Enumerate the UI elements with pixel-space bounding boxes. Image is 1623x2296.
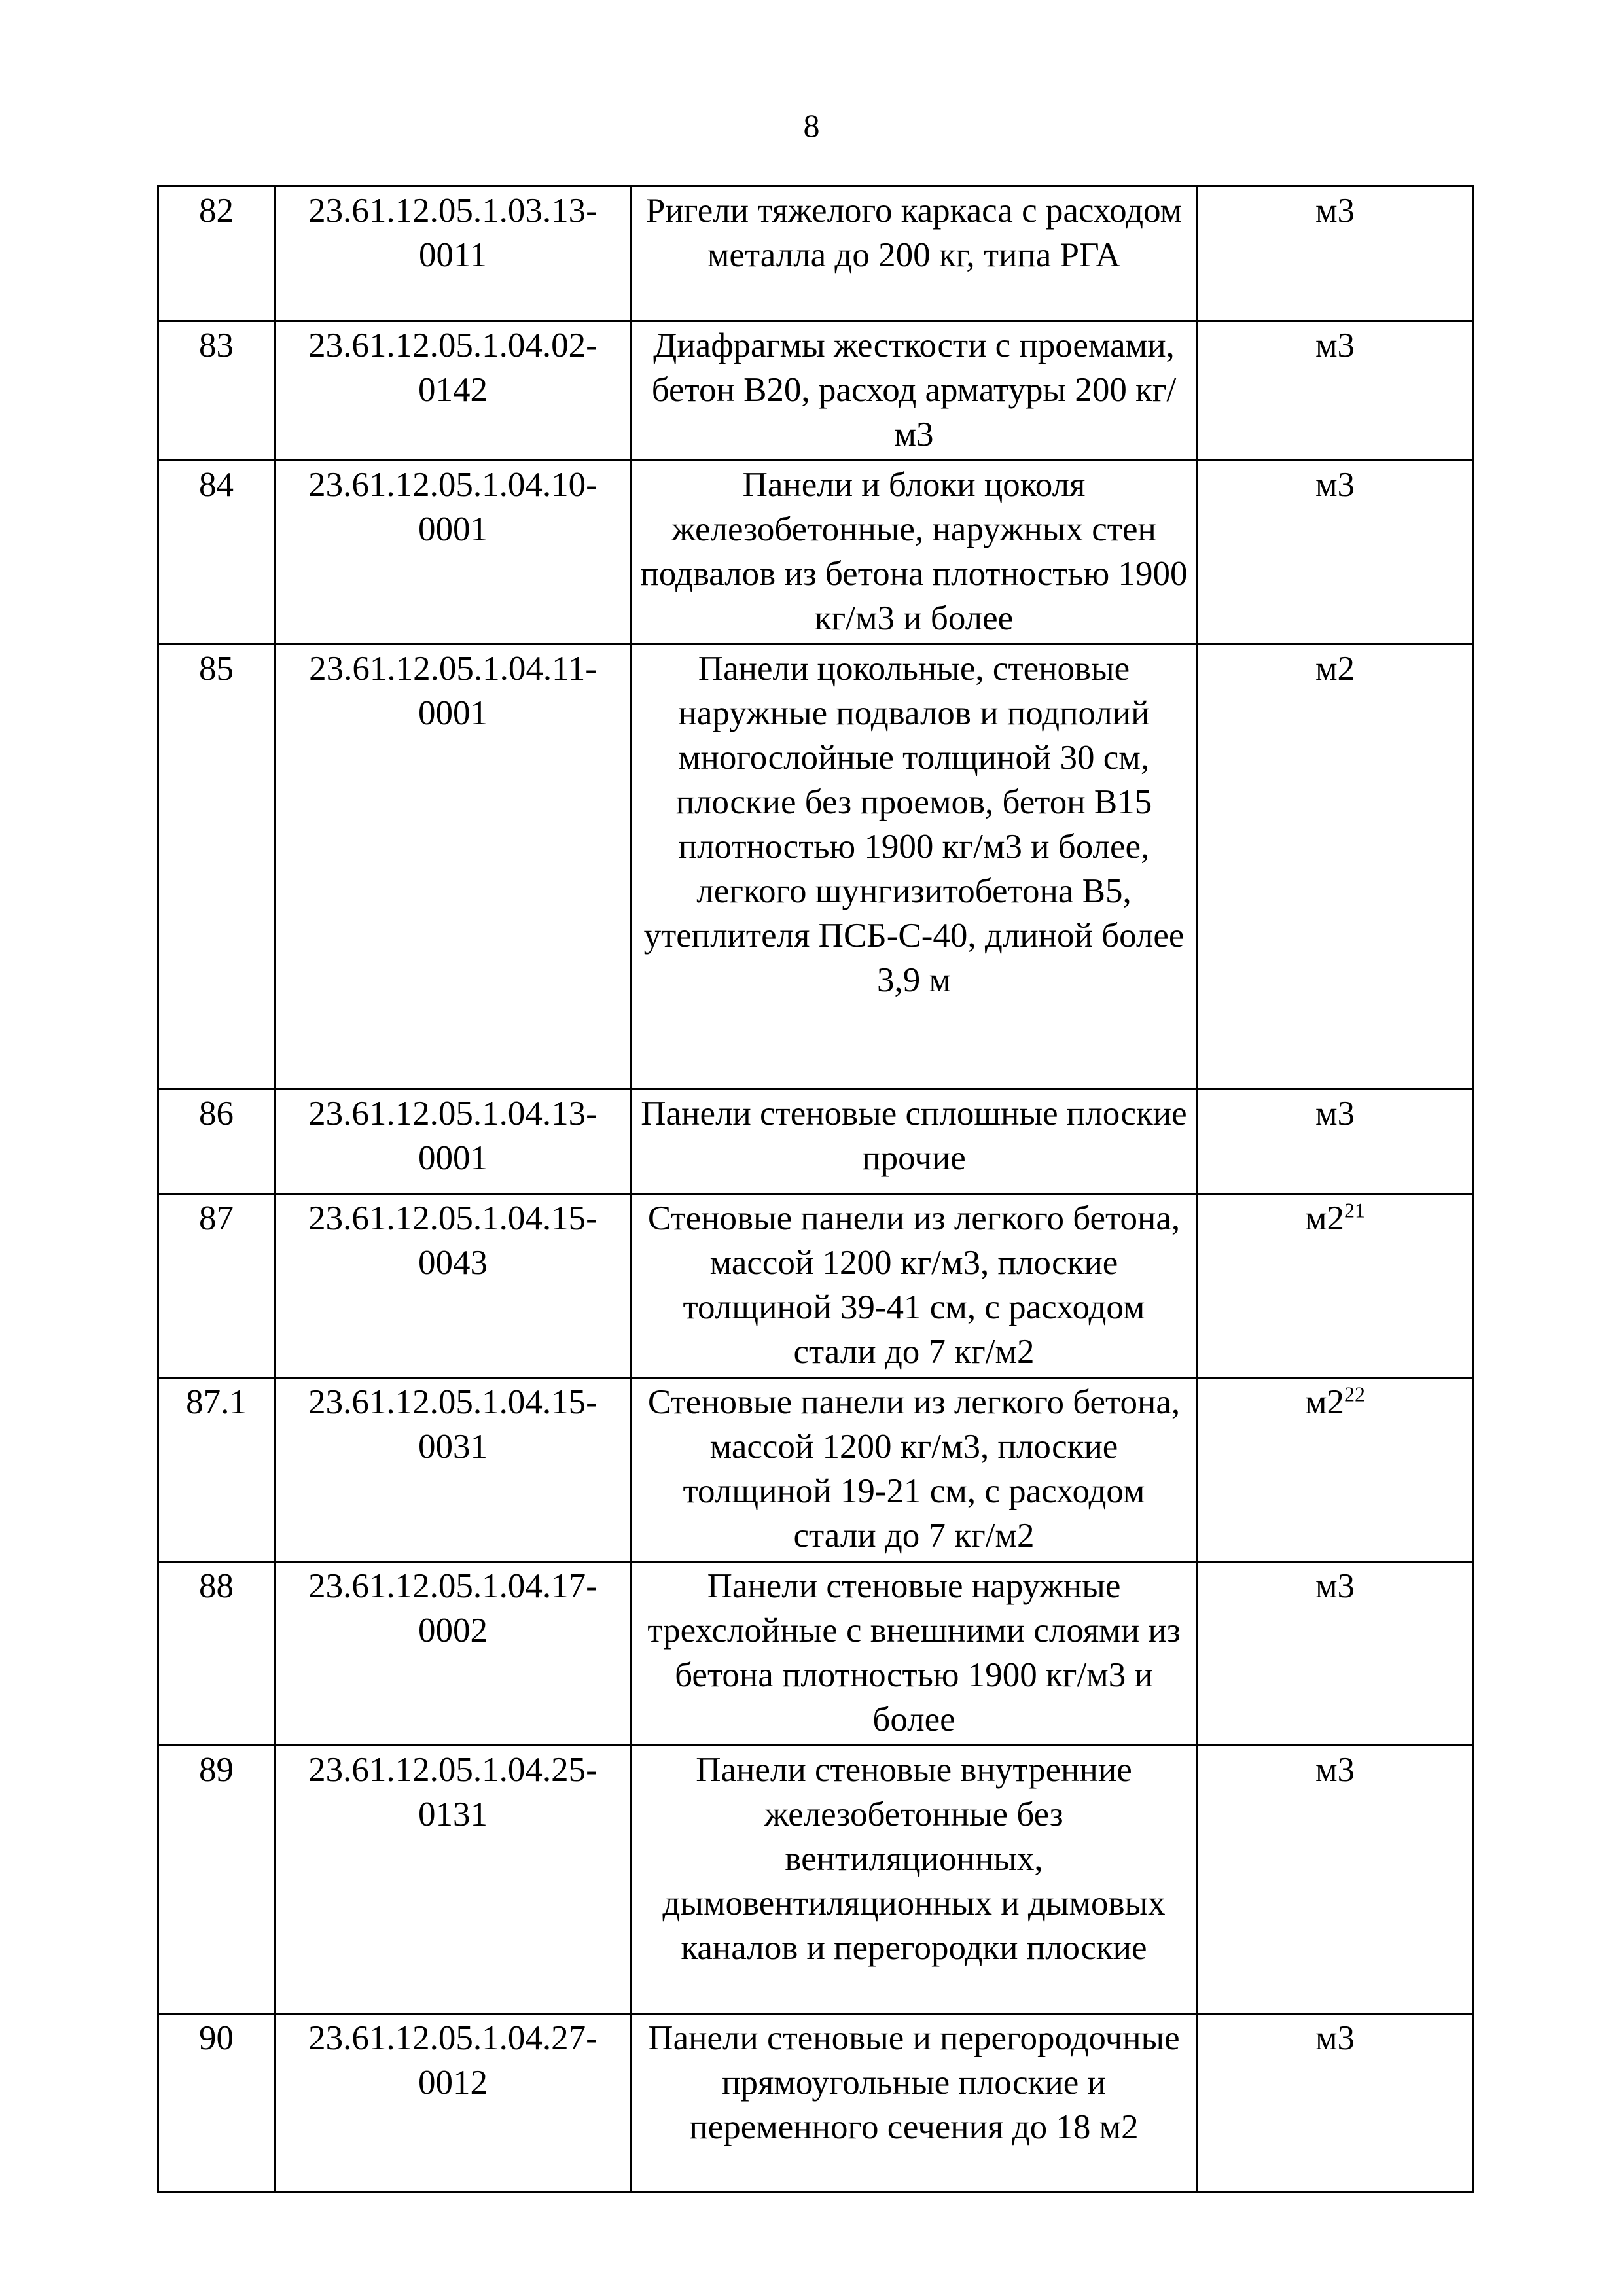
unit-value: м3 [1315,192,1355,230]
unit-cell [1197,1089,1474,1194]
item-description: Панели стеновые сплошные плоские прочие [632,1089,1197,1194]
materials-table [157,185,1474,2193]
item-description: Панели и блоки цоколя железобетонные, наружных стен подвалов из бетона плотностью 1900 кг/м3 и более [632,461,1197,645]
item-code: 23.61.12.05.1.04.10-0001 [275,461,632,645]
row-number: 85 [158,645,275,1089]
row-number: 82 [158,186,275,321]
unit-value: м2 [1315,650,1355,688]
unit-cell [1197,461,1474,645]
unit-value: м3 [1315,1095,1355,1133]
item-description: Ригели тяжелого каркаса с расходом металла до 200 кг, типа РГА [632,186,1197,321]
row-number: 90 [158,2014,275,2192]
item-description: Панели стеновые внутренние железобетонные без вентиляционных, дымовентиляционных и дымовых каналов и перегородки плоские [632,1746,1197,2014]
item-description: Панели стеновые и перегородочные прямоугольные плоские и переменного сечения до 18 м2 [632,2014,1197,2192]
item-code: 23.61.12.05.1.04.11-0001 [275,645,632,1089]
item-code: 23.61.12.05.1.03.13-0011 [275,186,632,321]
unit-cell [1197,1746,1474,2014]
item-code: 23.61.12.05.1.04.13-0001 [275,1089,632,1194]
table-row [158,1562,1474,1746]
item-code: 23.61.12.05.1.04.02-0142 [275,321,632,461]
unit-cell [1197,186,1474,321]
footnote-marker: 22 [1344,1382,1366,1406]
table-row [158,2014,1474,2192]
unit-cell [1197,1562,1474,1746]
row-number: 86 [158,1089,275,1194]
item-description: Стеновые панели из легкого бетона, массой 1200 кг/м3, плоские толщиной 39-41 см, с расходом стали до 7 кг/м2 [632,1194,1197,1378]
table-row [158,1746,1474,2014]
table-row [158,461,1474,645]
unit-value: м3 [1315,2019,1355,2057]
footnote-marker: 21 [1344,1198,1366,1222]
row-number: 84 [158,461,275,645]
item-description: Панели стеновые наружные трехслойные с внешними слоями из бетона плотностью 1900 кг/м3 и более [632,1562,1197,1746]
table-row [158,321,1474,461]
unit-value: м3 [1315,327,1355,364]
item-description: Стеновые панели из легкого бетона, массой 1200 кг/м3, плоские толщиной 19-21 см, с расходом стали до 7 кг/м2 [632,1378,1197,1562]
item-code: 23.61.12.05.1.04.15-0031 [275,1378,632,1562]
row-number: 87.1 [158,1378,275,1562]
unit-cell [1197,1194,1474,1378]
row-number: 88 [158,1562,275,1746]
item-code: 23.61.12.05.1.04.25-0131 [275,1746,632,2014]
table-row [158,1089,1474,1194]
item-description: Диафрагмы жесткости с проемами, бетон В20, расход арматуры 200 кг/м3 [632,321,1197,461]
unit-value: м2 [1304,1199,1345,1237]
row-number: 83 [158,321,275,461]
row-number: 87 [158,1194,275,1378]
item-description: Панели цокольные, стеновые наружные подвалов и подполий многослойные толщиной 30 см, плоские без проемов, бетон В15 плотностью 1900 кг/м3 и более, легкого шунгизитобетона В5, утеплителя ПСБ-С-40, длиной более 3,9 м [632,645,1197,1089]
unit-cell [1197,1378,1474,1562]
unit-cell [1197,321,1474,461]
item-code: 23.61.12.05.1.04.27-0012 [275,2014,632,2192]
row-number: 89 [158,1746,275,2014]
unit-value: м3 [1315,466,1355,504]
page-number: 8 [803,107,820,144]
unit-value: м2 [1304,1383,1345,1421]
table-row [158,186,1474,321]
unit-value: м3 [1315,1751,1355,1789]
table-row [158,645,1474,1089]
item-code: 23.61.12.05.1.04.15-0043 [275,1194,632,1378]
unit-cell [1197,2014,1474,2192]
unit-value: м3 [1315,1567,1355,1605]
table-row [158,1194,1474,1378]
item-code: 23.61.12.05.1.04.17-0002 [275,1562,632,1746]
table-row [158,1378,1474,1562]
unit-cell [1197,645,1474,1089]
